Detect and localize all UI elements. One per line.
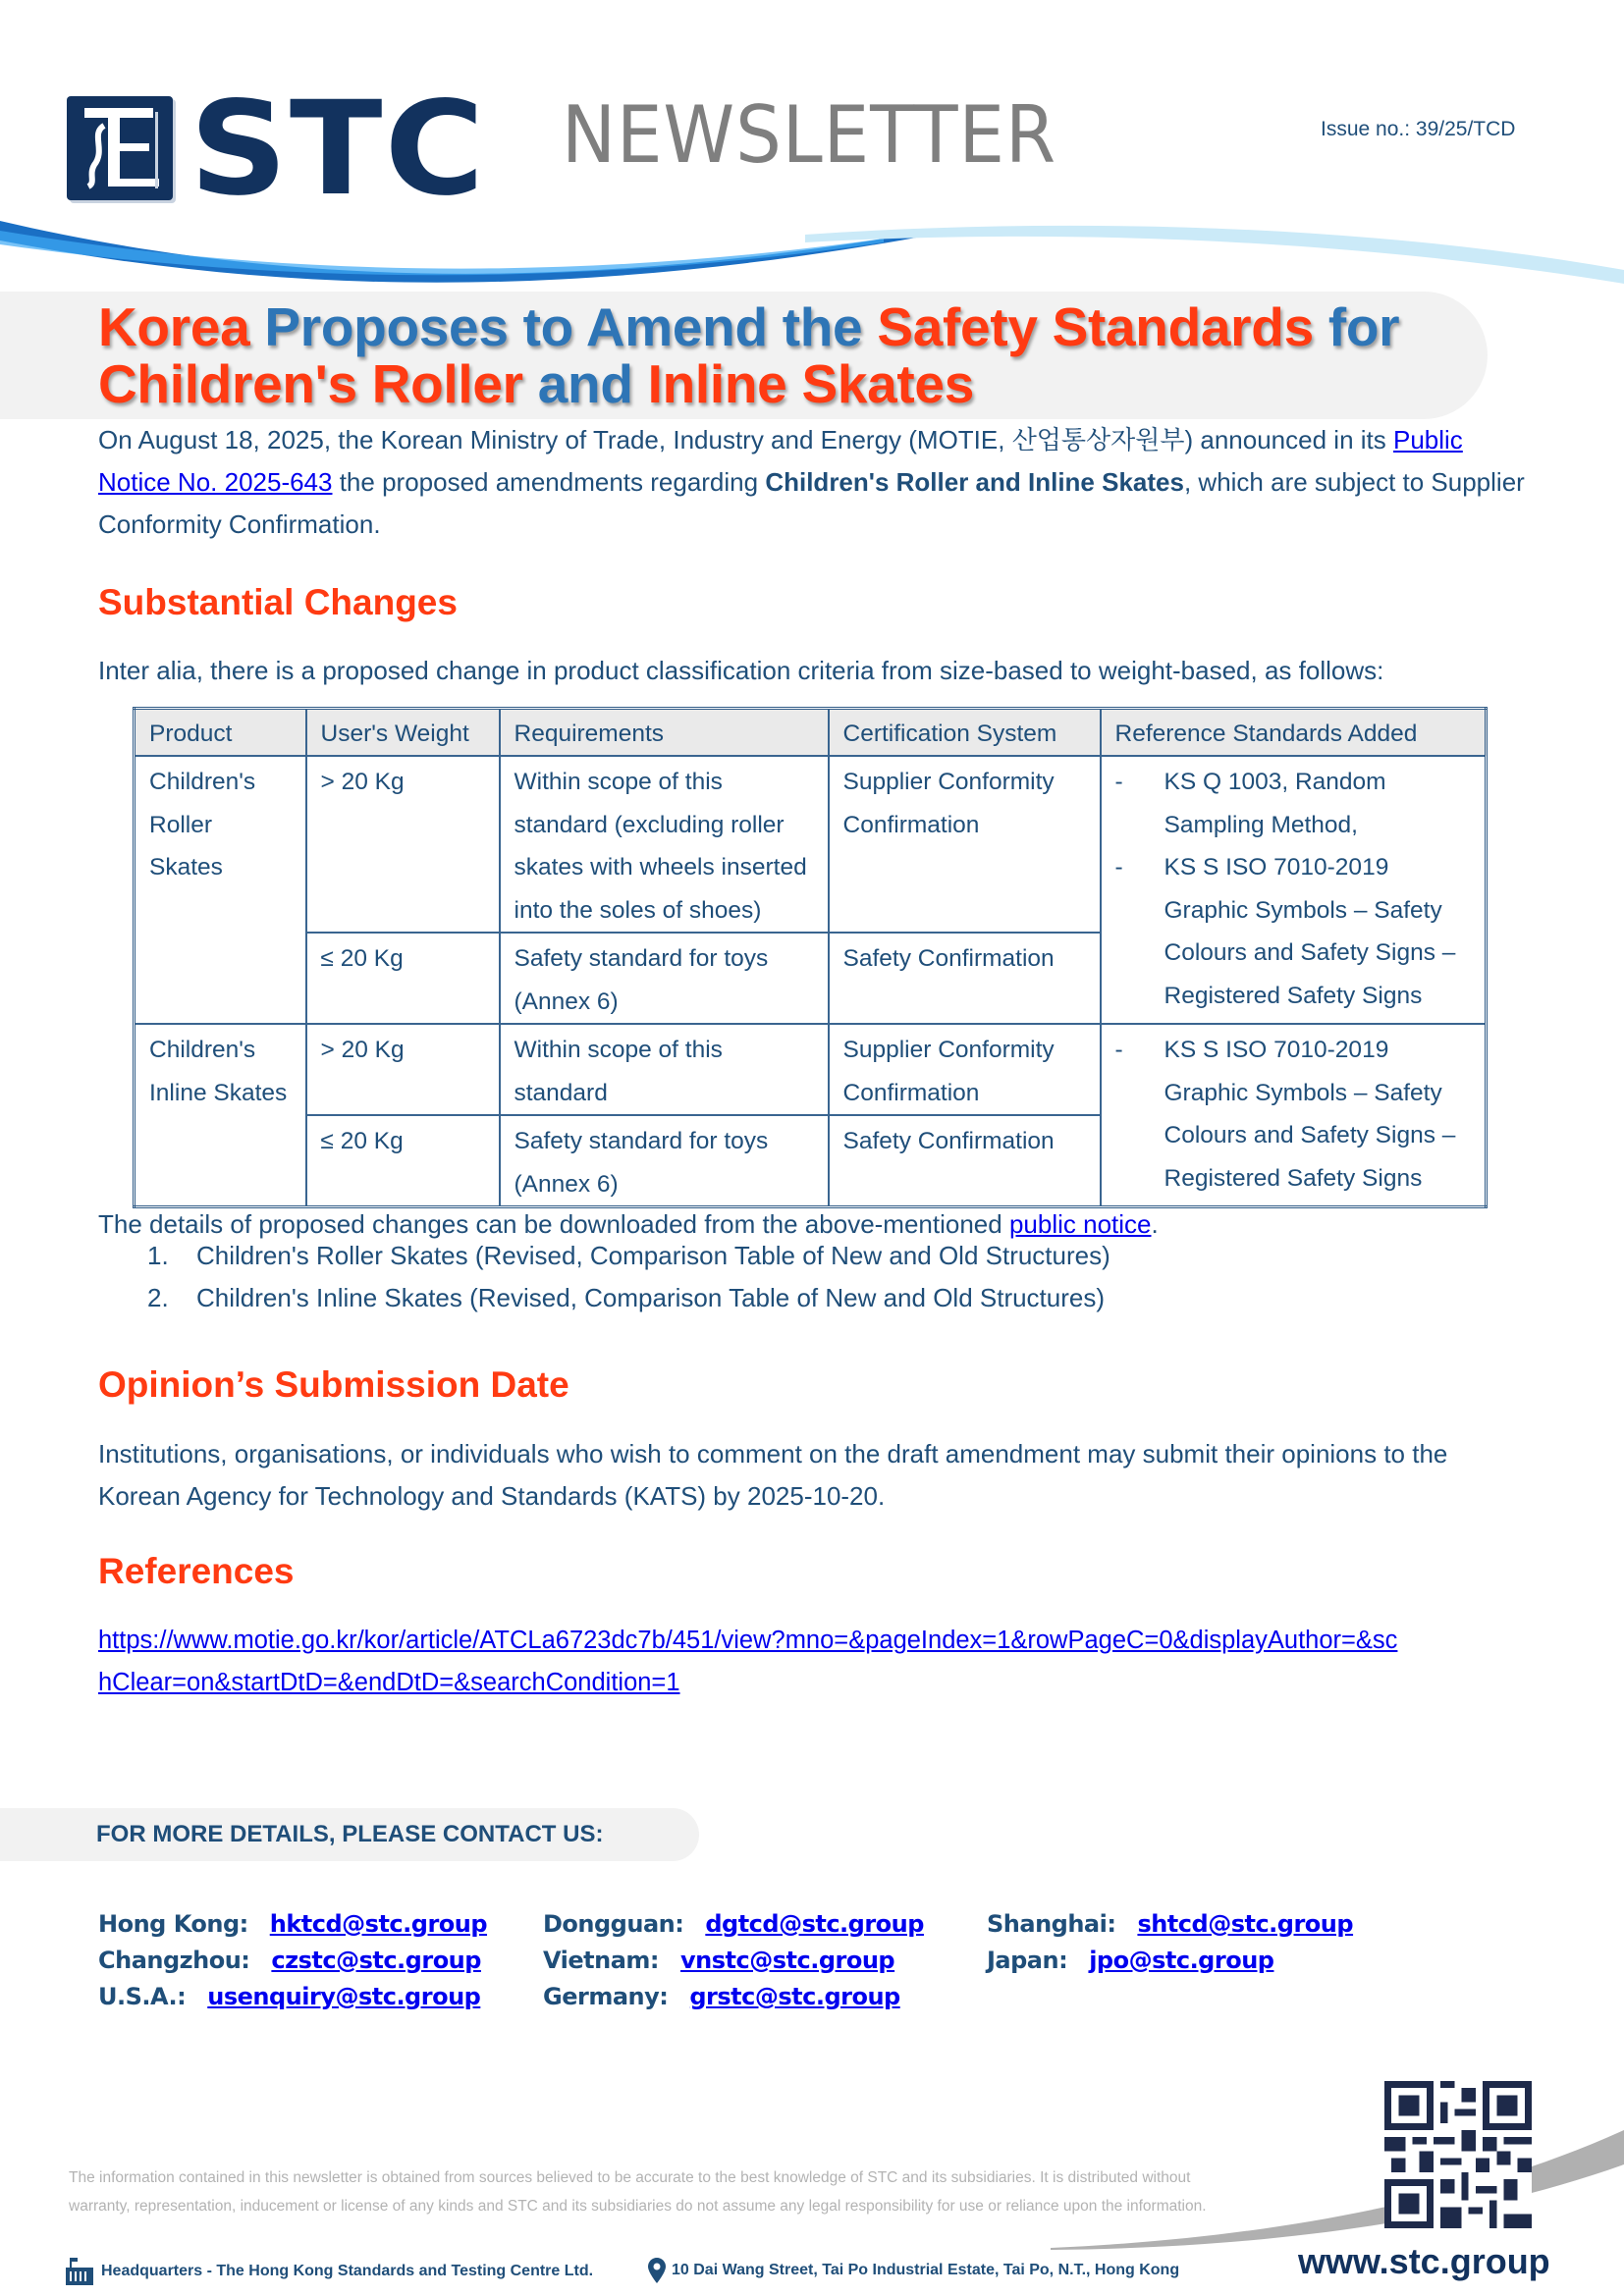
- contact-usa: U.S.A.: usenquiry@stc.group: [98, 1983, 481, 2010]
- certification-cell: Safety Confirmation: [829, 1115, 1101, 1207]
- certification-cell: Supplier Conformity Confirmation: [829, 756, 1101, 933]
- email-link[interactable]: grstc@stc.group: [689, 1983, 900, 2010]
- list-item: 2. Children's Inline Skates (Revised, Comparison Table of New and Old Structures): [147, 1283, 1106, 1312]
- building-icon: [64, 2258, 95, 2285]
- section-heading-opinion-date: Opinion’s Submission Date: [98, 1364, 569, 1405]
- email-link[interactable]: usenquiry@stc.group: [207, 1983, 481, 2010]
- certification-cell: Safety Confirmation: [829, 933, 1101, 1024]
- column-header: Requirements: [500, 709, 829, 757]
- classification-table: [133, 707, 1488, 1208]
- substantial-changes-text: Inter alia, there is a proposed change in product classification criteria from size-based to weight-based, as follows:: [98, 656, 1384, 685]
- requirement-cell: Safety standard for toys (Annex 6): [500, 1115, 829, 1207]
- weight-cell: > 20 Kg: [306, 1024, 500, 1115]
- section-heading-substantial-changes: Substantial Changes: [98, 582, 458, 622]
- intro-paragraph: On August 18, 2025, the Korean Ministry of Trade, Industry and Energy (MOTIE, 산업통상자원부) announced in its Public Notice No. 2025-643 the proposed amendments regarding Children's Roller and Inline Skates, which are subject to Supplier Conformity Confirmation.: [98, 425, 1525, 539]
- weight-cell: ≤ 20 Kg: [306, 1115, 500, 1207]
- certification-cell: Supplier Conformity Confirmation: [829, 1024, 1101, 1115]
- table-row: [135, 1024, 1487, 1115]
- product-cell: Children's Roller Skates: [135, 756, 306, 1024]
- header-swoosh-decoration: [0, 221, 1624, 299]
- column-header: Certification System: [829, 709, 1101, 757]
- reference-cell: [1101, 756, 1487, 1024]
- section-heading-references: References: [98, 1551, 295, 1591]
- weight-cell: ≤ 20 Kg: [306, 933, 500, 1024]
- list-item: 1. Children's Roller Skates (Revised, Comparison Table of New and Old Structures): [147, 1241, 1110, 1270]
- issue-number: Issue no.: 39/25/TCD: [1321, 118, 1516, 140]
- headquarters-info: Headquarters - The Hong Kong Standards and Testing Centre Ltd.: [64, 2258, 593, 2285]
- reference-item: - KS S ISO 7010-2019 Graphic Symbols – Safety Colours and Safety Signs – Registered Safety Signs: [1114, 854, 1456, 1009]
- details-paragraph: The details of proposed changes can be downloaded from the above-mentioned public notice.: [98, 1209, 1159, 1239]
- public-notice-link-2[interactable]: public notice: [1008, 1209, 1152, 1239]
- email-link[interactable]: shtcd@stc.group: [1137, 1910, 1354, 1938]
- contact-hong-kong: Hong Kong: hktcd@stc.group: [98, 1910, 488, 1938]
- disclaimer: The information contained in this newsletter is obtained from sources believed to be accurate to the best knowledge of STC and its subsidiaries. It is distributed without warranty, representation, inducement or license of any kinds and STC and its subsidiaries do not assume any legal responsibility for use or reliance upon the information.: [69, 2169, 1207, 2215]
- email-link[interactable]: vnstc@stc.group: [680, 1947, 895, 1974]
- newsletter-title: NEWSLETTER: [562, 89, 1057, 181]
- location-pin-icon: [648, 2258, 666, 2283]
- email-link[interactable]: dgtcd@stc.group: [705, 1910, 924, 1938]
- weight-cell: > 20 Kg: [306, 756, 500, 933]
- reference-item: - KS S ISO 7010-2019 Graphic Symbols – Safety Colours and Safety Signs – Registered Safety Signs: [1114, 1037, 1456, 1192]
- column-header: Product: [135, 709, 306, 757]
- reference-cell: [1101, 1024, 1487, 1207]
- requirement-cell: Within scope of this standard: [500, 1024, 829, 1115]
- page-title: Korea Proposes to Amend the Safety Standards for Children's Roller and Inline Skates: [98, 296, 1400, 414]
- product-cell: Children's Inline Skates: [135, 1024, 306, 1207]
- reference-url-link[interactable]: https://www.motie.go.kr/kor/article/ATCLa6723dc7b/451/view?mno=&pageIndex=1&rowPageC=0&displayAuthor=&sc hClear=on&startDtD=&endDtD=&searchCondition=1: [98, 1627, 1398, 1696]
- qr-code[interactable]: [1384, 2081, 1532, 2228]
- reference-item: - KS Q 1003, Random Sampling Method,: [1114, 769, 1386, 838]
- email-link[interactable]: hktcd@stc.group: [269, 1910, 488, 1938]
- public-notice-link[interactable]: Public Notice No. 2025-643: [98, 425, 1463, 497]
- email-link[interactable]: jpo@stc.group: [1089, 1947, 1274, 1974]
- requirement-cell: Safety standard for toys (Annex 6): [500, 933, 829, 1024]
- contact-shanghai: Shanghai: shtcd@stc.group: [987, 1910, 1354, 1938]
- table-header-row: [135, 709, 1487, 757]
- contact-changzhou: Changzhou: czstc@stc.group: [98, 1947, 481, 1974]
- website-link[interactable]: www.stc.group: [1298, 2241, 1550, 2281]
- logo-wordmark: STC: [189, 74, 487, 225]
- table-row: [135, 756, 1487, 933]
- stc-logo: [67, 74, 487, 225]
- contact-dongguan: Dongguan: dgtcd@stc.group: [543, 1910, 924, 1938]
- opinion-text: Institutions, organisations, or individuals who wish to comment on the draft amendment may submit their opinions to the Korean Agency for Technology and Standards (KATS) by 2025-10-20.: [98, 1439, 1448, 1511]
- requirement-cell: Within scope of this standard (excluding roller skates with wheels inserted into the soles of shoes): [500, 756, 829, 933]
- column-header: User's Weight: [306, 709, 500, 757]
- contact-vietnam: Vietnam: vnstc@stc.group: [543, 1947, 895, 1974]
- reference-url: [98, 1620, 1532, 1704]
- address-info: 10 Dai Wang Street, Tai Po Industrial Estate, Tai Po, N.T., Hong Kong: [648, 2258, 1179, 2283]
- contact-germany: Germany: grstc@stc.group: [543, 1983, 900, 2010]
- email-link[interactable]: czstc@stc.group: [271, 1947, 481, 1974]
- column-header: Reference Standards Added: [1101, 709, 1487, 757]
- contact-japan: Japan: jpo@stc.group: [987, 1947, 1274, 1974]
- contact-heading: FOR MORE DETAILS, PLEASE CONTACT US:: [96, 1821, 604, 1847]
- stc-emblem-icon: [67, 96, 173, 200]
